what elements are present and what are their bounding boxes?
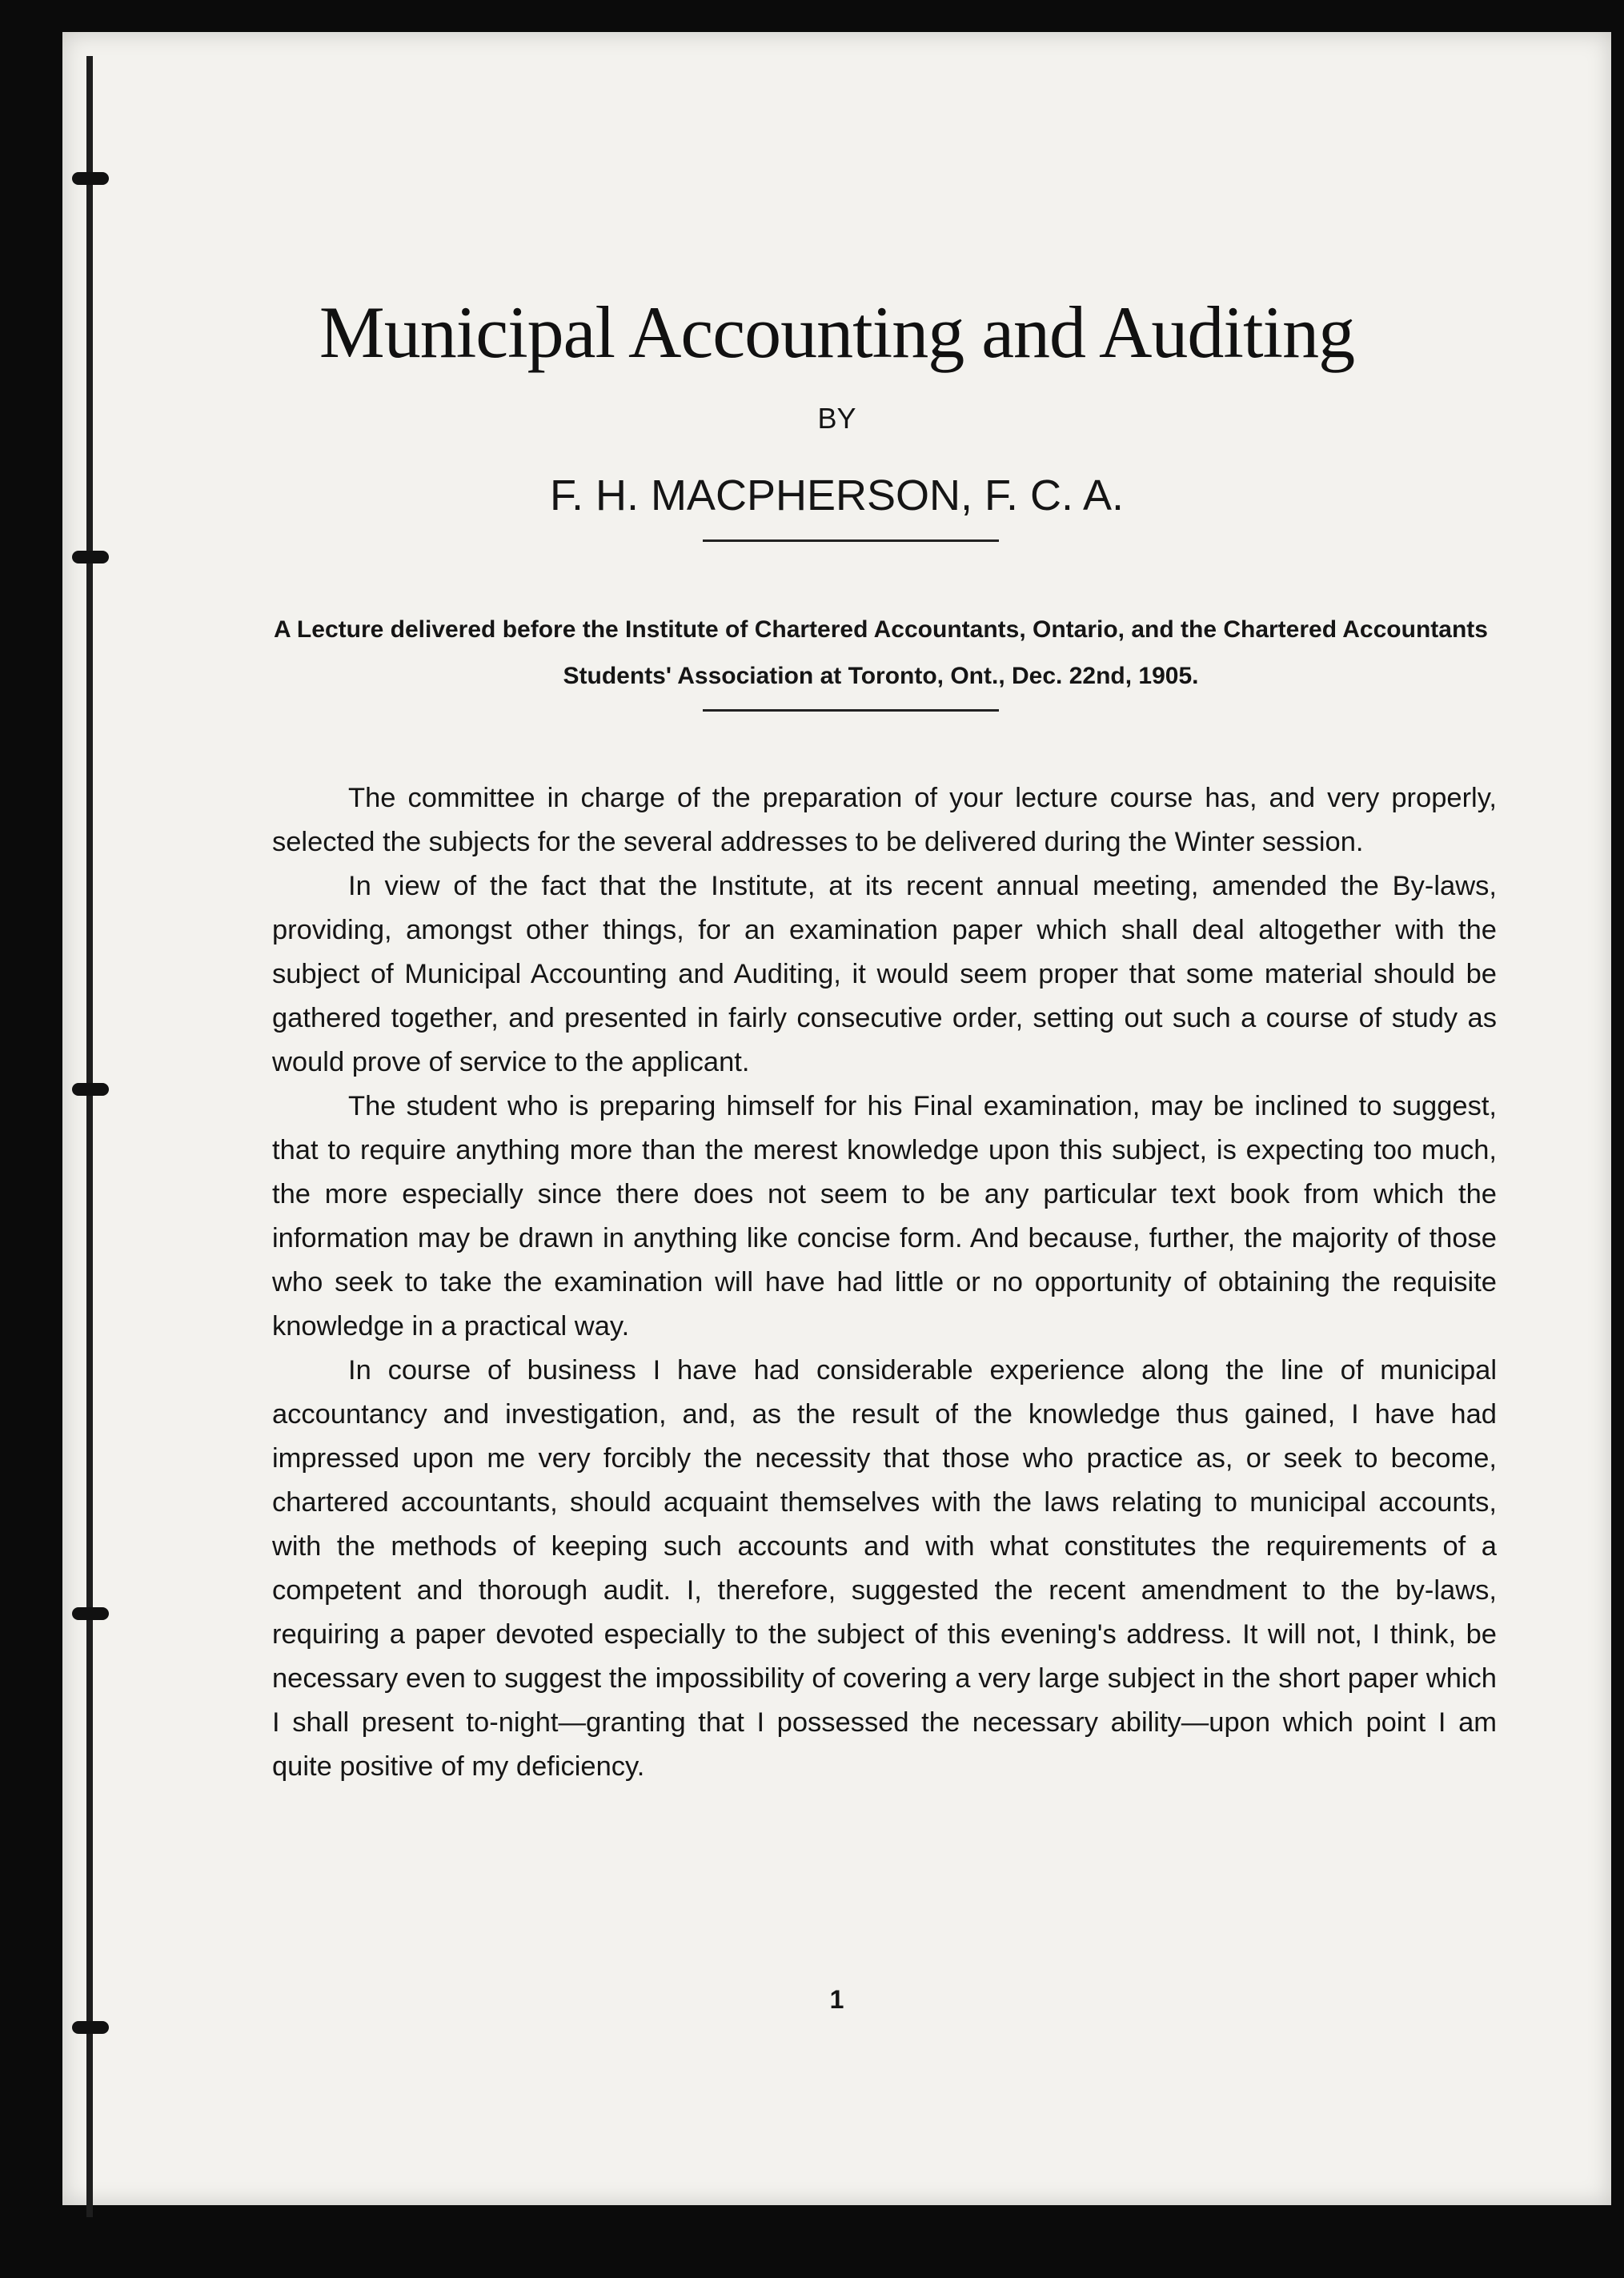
page-number: 1 <box>829 1985 844 2014</box>
binding-edge <box>86 56 93 2217</box>
binding-stitch <box>72 1607 109 1620</box>
binding-stitch <box>72 172 109 185</box>
paragraph: In course of business I have had considerable experience along the line of municipal accountancy and investigation, and, as the result of the knowledge thus gained, I have had impressed upon me very forcibly the necessity that those who practice as, or seek to become, chartered accountants, should acquaint themselves with the laws relating to municipal accounts, with the methods of keeping such accounts and with what constitutes the requirements of a competent and thorough audit. I, therefore, suggested the recent amendment to the by-laws, requiring a paper devoted especially to the subject of this evening's address. It will not, I think, be necessary even to suggest the impossibility of covering a very large subject in the short paper which I shall present to-night—granting that I possessed the necessary ability—upon which point I am quite positive of my deficiency. <box>272 1355 1497 1782</box>
document-title: Municipal Accounting and Auditing <box>319 291 1355 373</box>
lecture-subtitle: A Lecture delivered before the Institute of Chartered Accountants, Ontario, and the Chartered Accountants Students' Association at Toronto, Ont., Dec. 22nd, 1905. <box>274 616 1488 689</box>
binding-stitch <box>72 551 109 563</box>
body-text <box>272 776 1497 1789</box>
paragraph: The student who is preparing himself for his Final examination, may be inclined to suggest, that to require anything more than the merest knowledge upon this subject, is expecting too much, the more especially since there does not seem to be any particular text book from which the information may be drawn in anything like concise form. And because, further, the majority of those who seek to take the examination will have had little or no opportunity of obtaining the requisite knowledge in a practical way. <box>272 1091 1497 1342</box>
divider-rule <box>703 539 999 542</box>
binding-stitch <box>72 1083 109 1096</box>
paragraph: In view of the fact that the Institute, at its recent annual meeting, amended the By-laws, providing, amongst other things, for an examination paper which shall deal altogether with the subject of Municipal Accounting and Auditing, it would seem proper that some material should be gathered together, and presented in fairly consecutive order, setting out such a course of study as would prove of service to the applicant. <box>272 871 1497 1077</box>
author-name: F. H. MACPHERSON, F. C. A. <box>549 471 1125 519</box>
paragraph: The committee in charge of the preparation of your lecture course has, and very properly, selected the subjects for the several addresses to be delivered during the Winter session. <box>272 783 1497 857</box>
binding-stitch <box>72 2021 109 2034</box>
byline-label: BY <box>817 402 856 435</box>
divider-rule <box>703 709 999 712</box>
document-page <box>62 32 1611 2205</box>
